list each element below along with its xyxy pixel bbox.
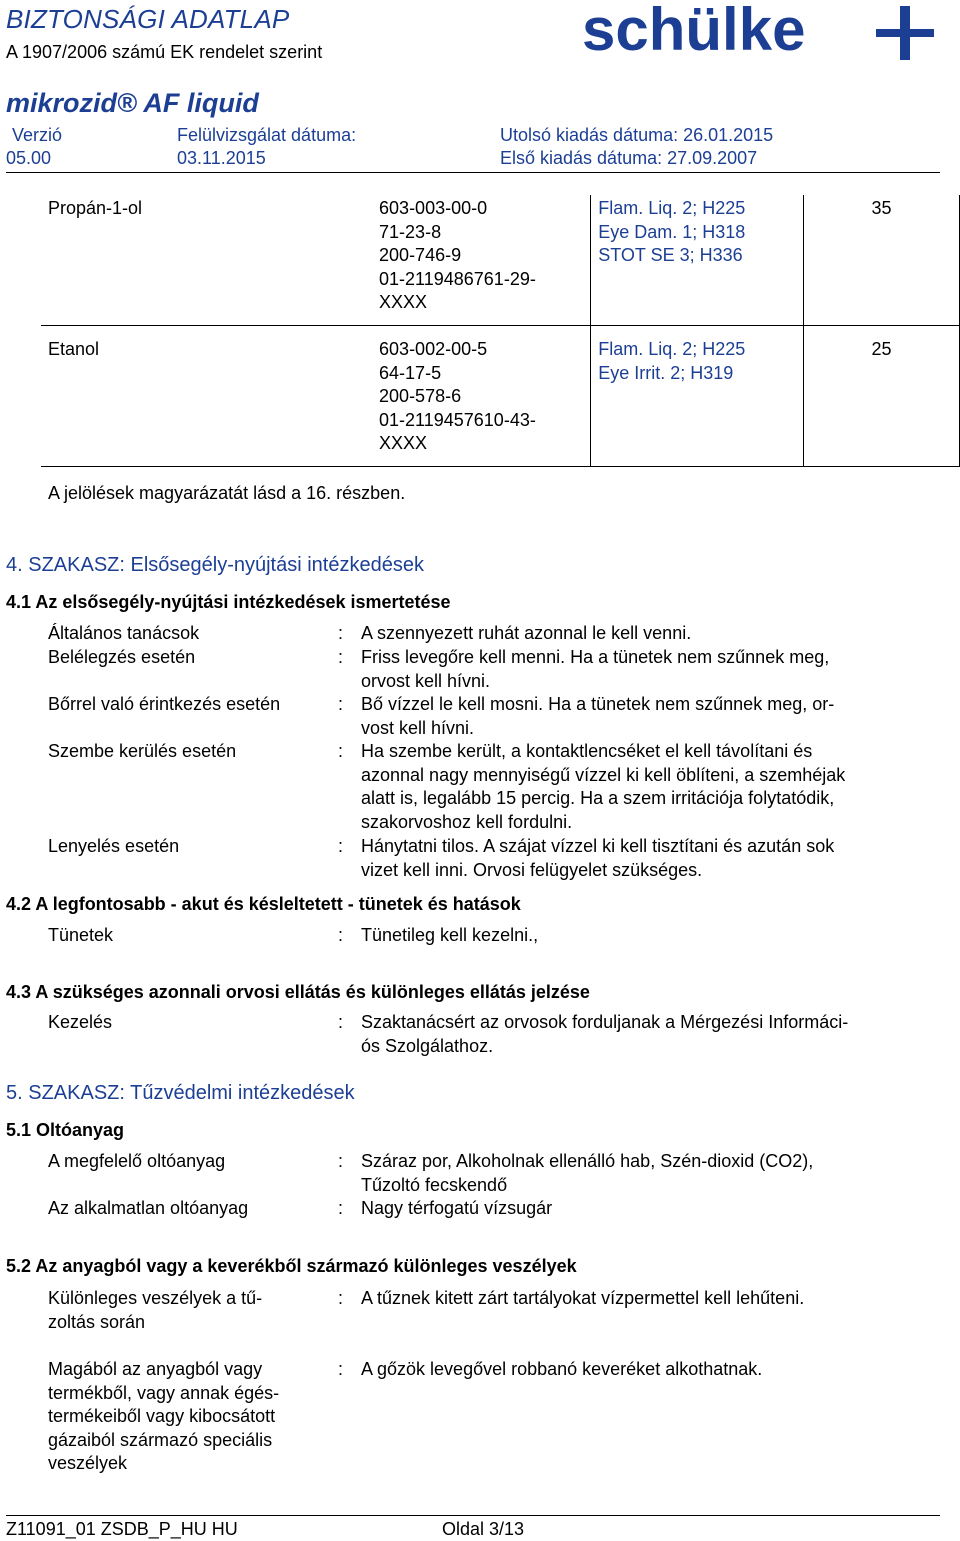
first-issue-date: Első kiadás dátuma: 27.09.2007	[500, 148, 758, 168]
version-value: 05.00	[6, 148, 52, 168]
schulke-logo	[582, 0, 942, 64]
component-ids: 603-002-00-5 64-17-5 200-578-6 01-2119457610-43- XXXX	[371, 326, 591, 467]
component-concentration: 35	[804, 195, 960, 326]
section-5-2-title: 5.2 Az anyagból vagy a keverékből származó különleges veszélyek	[6, 1256, 577, 1276]
components-table	[41, 195, 960, 467]
regulation-text: A 1907/2006 számú EK rendelet szerint	[6, 42, 323, 62]
table-row	[41, 195, 960, 326]
component-classification: Flam. Liq. 2; H225 Eye Irrit. 2; H319	[591, 326, 804, 467]
components-note: A jelölések magyarázatát lásd a 16. részben.	[48, 483, 406, 503]
version-label: Verzió	[12, 125, 63, 145]
section-4-3-title: 4.3 A szükséges azonnali orvosi ellátás és különleges ellátás jelzése	[6, 982, 590, 1002]
revision-label: Felülvizsgálat dátuma:	[177, 125, 357, 145]
logo-bar-bottom	[900, 37, 910, 60]
last-issue-date: Utolsó kiadás dátuma: 26.01.2015	[500, 125, 774, 145]
section-4-title: 4. SZAKASZ: Elsősegély-nyújtási intézkedések	[6, 554, 424, 576]
section-5-1-title: 5.1 Oltóanyag	[6, 1120, 125, 1140]
table-row	[41, 326, 960, 467]
component-ids: 603-003-00-0 71-23-8 200-746-9 01-2119486761-29- XXXX	[371, 195, 591, 326]
footer-divider	[6, 1515, 940, 1516]
product-name: mikrozid® AF liquid	[6, 88, 259, 118]
logo-dash	[876, 29, 934, 37]
component-name: Propán-1-ol	[41, 195, 371, 326]
revision-value: 03.11.2015	[177, 148, 266, 168]
document-code: Z11091_01 ZSDB_P_HU HU	[6, 1519, 238, 1539]
component-concentration: 25	[804, 326, 960, 467]
header-divider	[6, 172, 940, 173]
component-classification: Flam. Liq. 2; H225 Eye Dam. 1; H318 STOT SE 3; H336	[591, 195, 804, 326]
section-5-title: 5. SZAKASZ: Tűzvédelmi intézkedések	[6, 1082, 355, 1104]
section-4-1-title: 4.1 Az elsősegély-nyújtási intézkedések ismertetése	[6, 592, 451, 612]
section-4-2-title: 4.2 A legfontosabb - akut és késleltetett - tünetek és hatások	[6, 894, 521, 914]
document-title: BIZTONSÁGI ADATLAP	[6, 4, 290, 34]
logo-bar-top	[900, 6, 910, 29]
component-name: Etanol	[41, 326, 371, 467]
page-number: Oldal 3/13	[442, 1519, 525, 1539]
brand-wordmark: schülke	[582, 0, 806, 63]
